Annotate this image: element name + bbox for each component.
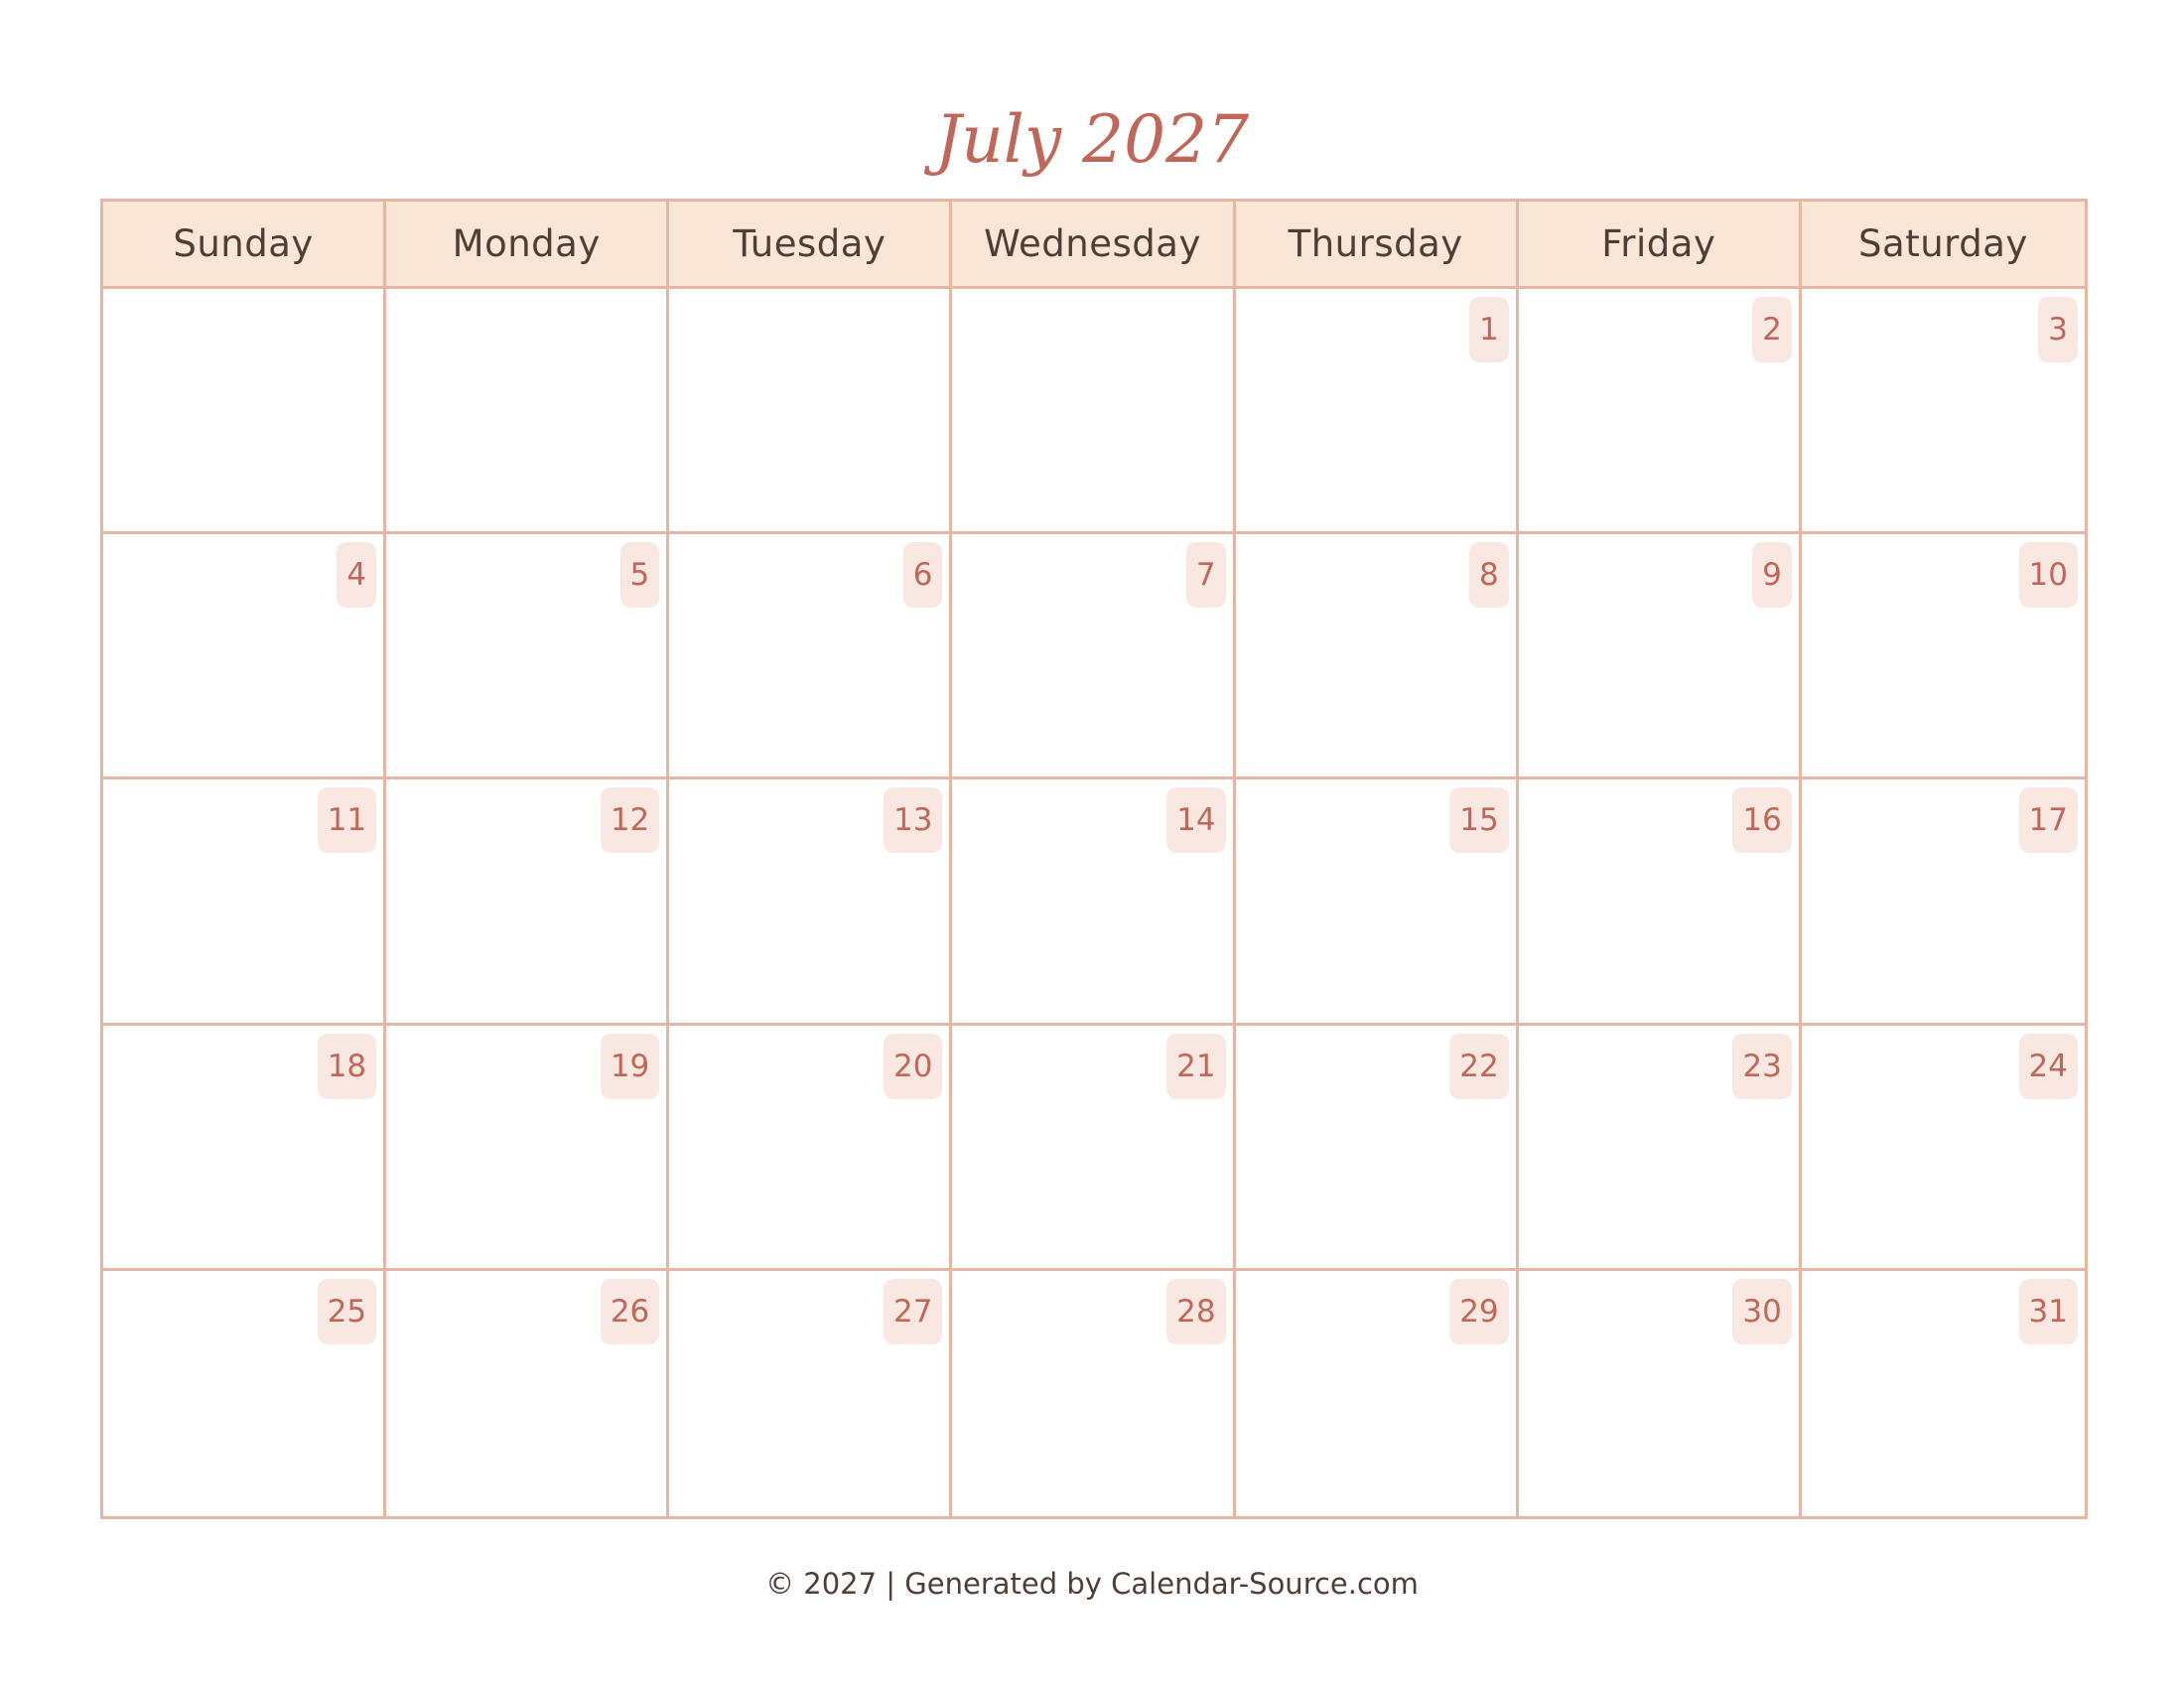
day-number: 14 — [1166, 787, 1225, 853]
day-number: 11 — [318, 787, 376, 853]
day-number: 13 — [884, 787, 942, 853]
day-cell — [1236, 289, 1519, 534]
day-cell — [1519, 1026, 1802, 1271]
day-number: 12 — [601, 787, 659, 853]
day-cell — [103, 1026, 386, 1271]
day-number: 1 — [1469, 297, 1509, 362]
day-number: 28 — [1166, 1279, 1225, 1344]
weekday-header-friday: Friday — [1519, 202, 1802, 289]
day-cell — [1519, 1271, 1802, 1516]
calendar-title: July 2027 — [934, 101, 1250, 178]
day-number: 5 — [620, 542, 660, 608]
day-number: 8 — [1469, 542, 1509, 608]
day-cell — [1802, 779, 2085, 1025]
day-number: 22 — [1449, 1034, 1508, 1099]
day-cell — [1802, 1271, 2085, 1516]
day-cell — [103, 534, 386, 779]
day-number: 15 — [1449, 787, 1508, 853]
day-number: 16 — [1732, 787, 1791, 853]
day-number: 4 — [337, 542, 376, 608]
weekday-header-tuesday: Tuesday — [669, 202, 952, 289]
day-cell — [386, 1026, 669, 1271]
day-cell — [1519, 534, 1802, 779]
day-number: 18 — [318, 1034, 376, 1099]
day-cell — [1519, 779, 1802, 1025]
day-cell — [952, 534, 1235, 779]
day-cell — [669, 779, 952, 1025]
day-cell — [669, 1026, 952, 1271]
day-cell — [952, 1026, 1235, 1271]
day-cell — [952, 289, 1235, 534]
day-number: 17 — [2019, 787, 2078, 853]
day-cell — [386, 779, 669, 1025]
day-number: 27 — [884, 1279, 942, 1344]
day-number: 26 — [601, 1279, 659, 1344]
day-number: 10 — [2019, 542, 2078, 608]
day-cell — [386, 289, 669, 534]
footer-credit: © 2027 | Generated by Calendar-Source.com — [765, 1567, 1419, 1601]
day-number: 30 — [1732, 1279, 1791, 1344]
day-number: 23 — [1732, 1034, 1791, 1099]
day-cell — [386, 534, 669, 779]
day-number: 3 — [2038, 297, 2078, 362]
day-cell — [1236, 1026, 1519, 1271]
day-cell — [103, 289, 386, 534]
day-number: 6 — [903, 542, 943, 608]
day-cell — [103, 779, 386, 1025]
weekday-header-monday: Monday — [386, 202, 669, 289]
weekday-header-thursday: Thursday — [1236, 202, 1519, 289]
day-cell — [669, 1271, 952, 1516]
day-number: 31 — [2019, 1279, 2078, 1344]
day-number: 24 — [2019, 1034, 2078, 1099]
day-cell — [952, 779, 1235, 1025]
day-cell — [1519, 289, 1802, 534]
day-number: 21 — [1166, 1034, 1225, 1099]
day-cell — [1802, 289, 2085, 534]
day-cell — [669, 534, 952, 779]
day-cell — [669, 289, 952, 534]
day-number: 19 — [601, 1034, 659, 1099]
day-cell — [1236, 534, 1519, 779]
day-number: 7 — [1186, 542, 1226, 608]
day-cell — [103, 1271, 386, 1516]
day-cell — [952, 1271, 1235, 1516]
day-cell — [1236, 1271, 1519, 1516]
day-number: 20 — [884, 1034, 942, 1099]
day-cell — [386, 1271, 669, 1516]
day-cell — [1236, 779, 1519, 1025]
weekday-header-saturday: Saturday — [1802, 202, 2085, 289]
day-number: 25 — [318, 1279, 376, 1344]
day-number: 9 — [1752, 542, 1792, 608]
weekday-header-wednesday: Wednesday — [952, 202, 1235, 289]
day-cell — [1802, 534, 2085, 779]
day-number: 2 — [1752, 297, 1792, 362]
day-cell — [1802, 1026, 2085, 1271]
calendar-grid — [100, 199, 2088, 1519]
weekday-header-sunday: Sunday — [103, 202, 386, 289]
day-number: 29 — [1449, 1279, 1508, 1344]
